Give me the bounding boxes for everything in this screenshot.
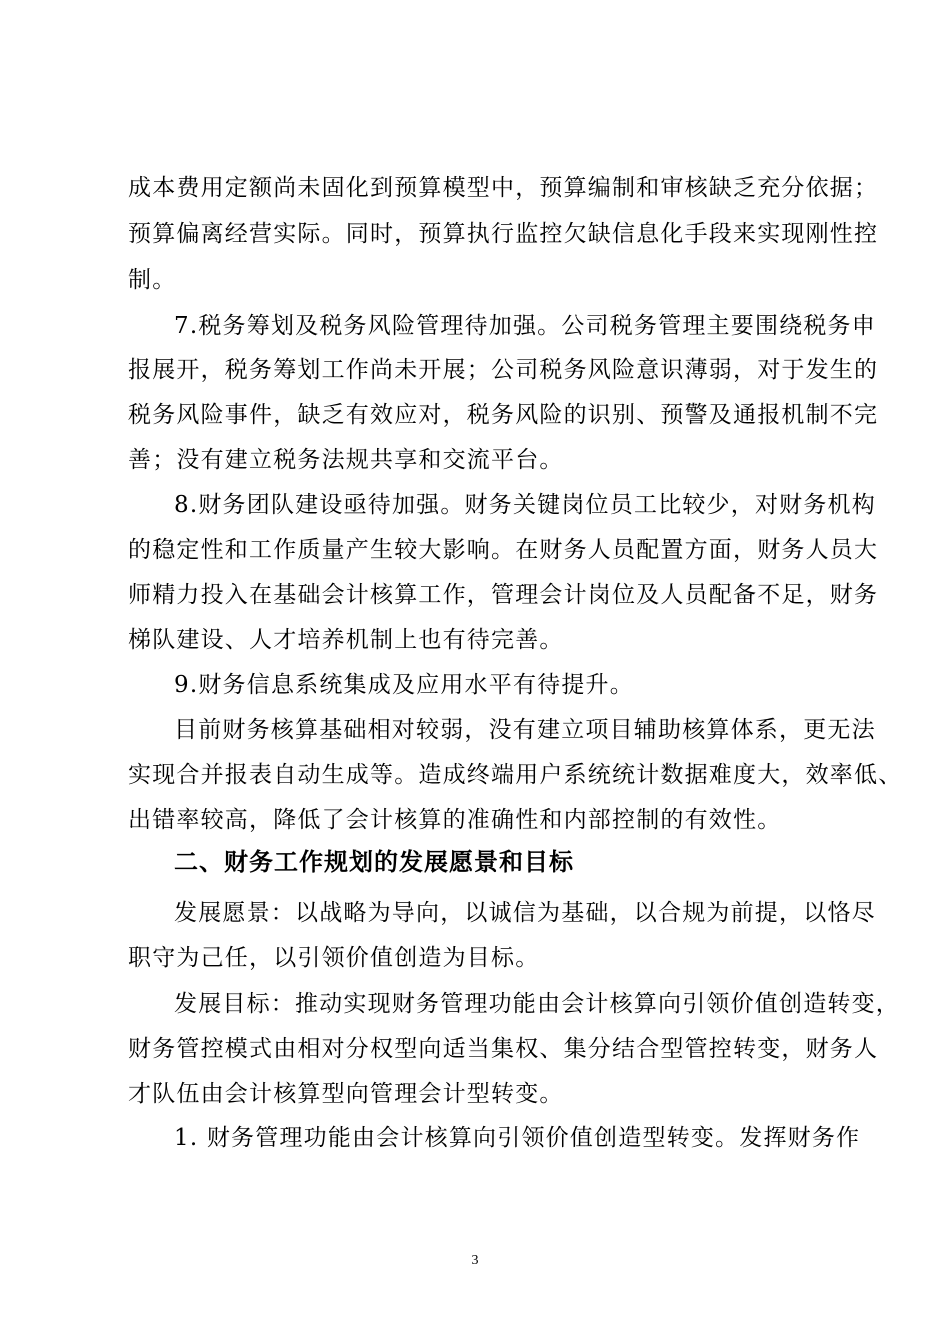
body-text-line: 税务风险事件，缺乏有效应对，税务风险的识别、预警及通报机制不完 (128, 402, 879, 428)
body-text-line: 职守为己任，以引领价值创造为目标。 (128, 945, 540, 971)
body-text-line: 9.财务信息系统集成及应用水平有待提升。 (174, 672, 634, 698)
body-text-line: 1. 财务管理功能由会计核算向引领价值创造型转变。发挥财务作 (174, 1125, 861, 1151)
body-text-line: 8.财务团队建设亟待加强。财务关键岗位员工比较少，对财务机构 (174, 492, 876, 518)
body-text-line: 善；没有建立税务法规共享和交流平台。 (128, 447, 564, 473)
body-text-line: 预算偏离经营实际。同时，预算执行监控欠缺信息化手段来实现刚性控 (128, 221, 879, 247)
body-text-line: 师精力投入在基础会计核算工作，管理会计岗位及人员配备不足，财务 (128, 582, 879, 608)
body-text-line: 制。 (128, 267, 177, 293)
body-text-line: 7.税务筹划及税务风险管理待加强。公司税务管理主要围绕税务申 (174, 313, 876, 339)
body-text-line: 梯队建设、人才培养机制上也有待完善。 (128, 627, 564, 653)
page-number: 3 (471, 1253, 479, 1268)
body-text-line: 目前财务核算基础相对较弱，没有建立项目辅助核算体系，更无法 (174, 717, 876, 743)
body-text-line: 的稳定性和工作质量产生较大影响。在财务人员配置方面，财务人员大 (128, 537, 879, 563)
body-text-line: 报展开，税务筹划工作尚未开展；公司税务风险意识薄弱，对于发生的 (128, 357, 879, 383)
body-text-line: 发展目标：推动实现财务管理功能由会计核算向引领价值创造转变， (174, 991, 900, 1017)
body-text-line: 成本费用定额尚未固化到预算模型中，预算编制和审核缺乏充分依据； (128, 175, 879, 201)
body-text-line: 实现合并报表自动生成等。造成终端用户系统统计数据难度大，效率低、 (128, 762, 903, 788)
body-text-line: 发展愿景：以战略为导向，以诚信为基础，以合规为前提，以恪尽 (174, 900, 876, 926)
body-text-line: 财务管控模式由相对分权型向适当集权、集分结合型管控转变，财务人 (128, 1036, 879, 1062)
body-text-line: 才队伍由会计核算型向管理会计型转变。 (128, 1081, 564, 1107)
body-text-line: 出错率较高，降低了会计核算的准确性和内部控制的有效性。 (128, 807, 782, 833)
section-heading: 二、财务工作规划的发展愿景和目标 (174, 848, 574, 876)
